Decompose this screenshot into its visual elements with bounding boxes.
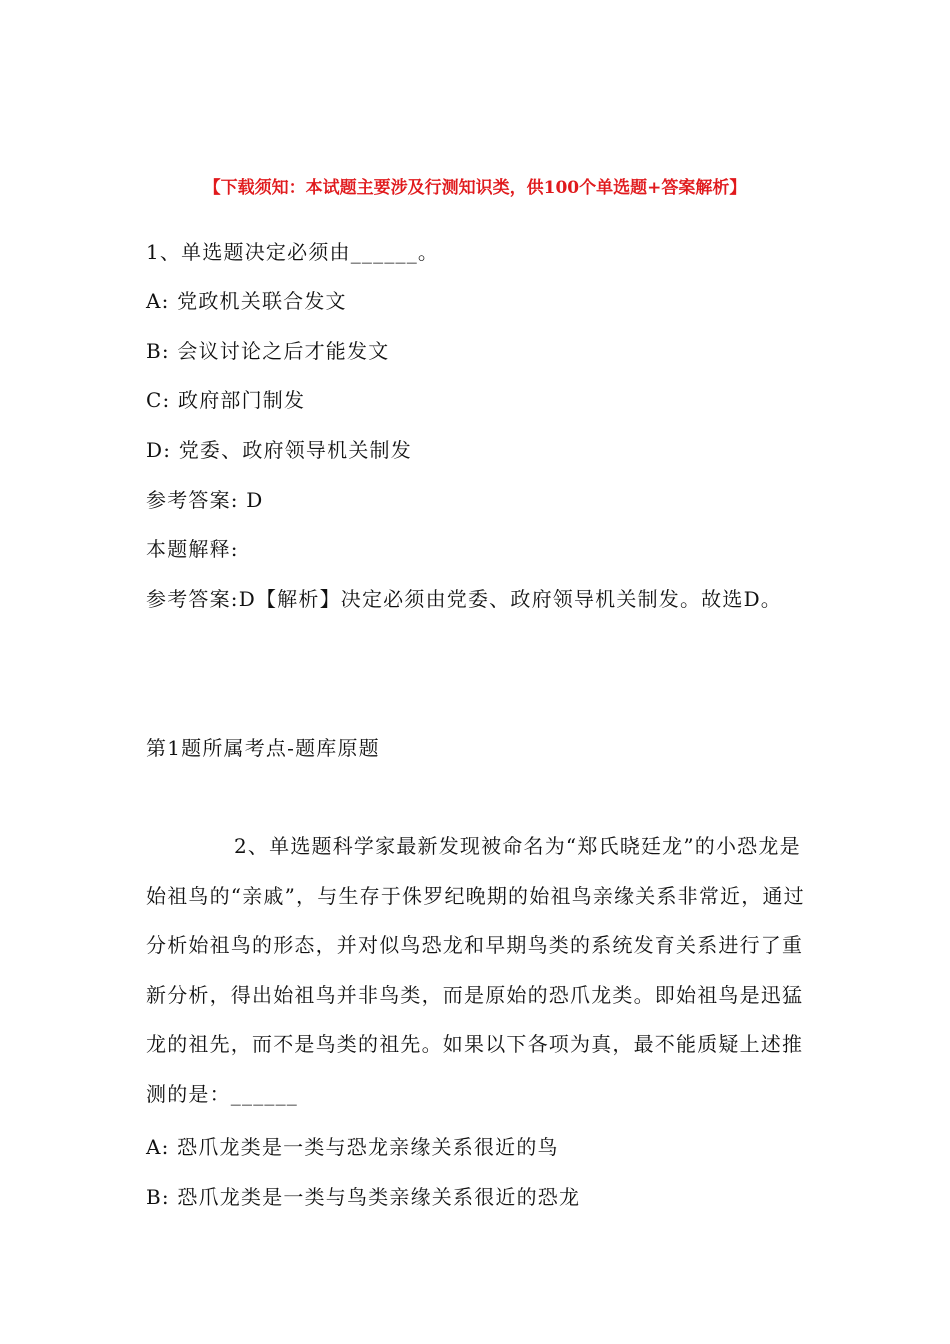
question-1-topic: 第1题所属考点-题库原题: [146, 736, 380, 760]
download-notice: 【下载须知：本试题主要涉及行测知识类，供100个单选题+答案解析】: [203, 178, 747, 198]
question-1-explanation-label: 本题解释:: [146, 537, 239, 561]
question-1-stem: 1、单选题决定必须由______。: [146, 240, 440, 264]
question-1-option-d: D: 党委、政府领导机关制发: [146, 438, 412, 462]
question-1-explanation: 参考答案:D【解析】决定必须由党委、政府领导机关制发。故选D。: [146, 587, 783, 611]
question-2-stem: 2、单选题科学家最新发现被命名为“郑氏晓廷龙”的小恐龙是始祖鸟的“亲戚”，与生存于侏罗纪晚期的始祖鸟亲缘关系非常近，通过分析始祖鸟的形态，并对似鸟恐龙和早期鸟类的系统发育关系进行了重新分析，得出始祖鸟并非鸟类，而是原始的恐爪龙类。即始祖鸟是迅猛龙的祖先，而不是鸟类的祖先。如果以下各项为真，最不能质疑上述推测的是：______: [146, 834, 805, 1106]
question-1-option-a: A: 党政机关联合发文: [146, 289, 347, 313]
question-2-option-a: A: 恐爪龙类是一类与恐龙亲缘关系很近的鸟: [146, 1135, 559, 1159]
question-1-option-c: C: 政府部门制发: [146, 388, 306, 412]
question-1-option-b: B: 会议讨论之后才能发文: [146, 339, 390, 363]
question-1-answer: 参考答案: D: [146, 488, 264, 512]
question-2-option-b: B: 恐爪龙类是一类与鸟类亲缘关系很近的恐龙: [146, 1185, 581, 1209]
